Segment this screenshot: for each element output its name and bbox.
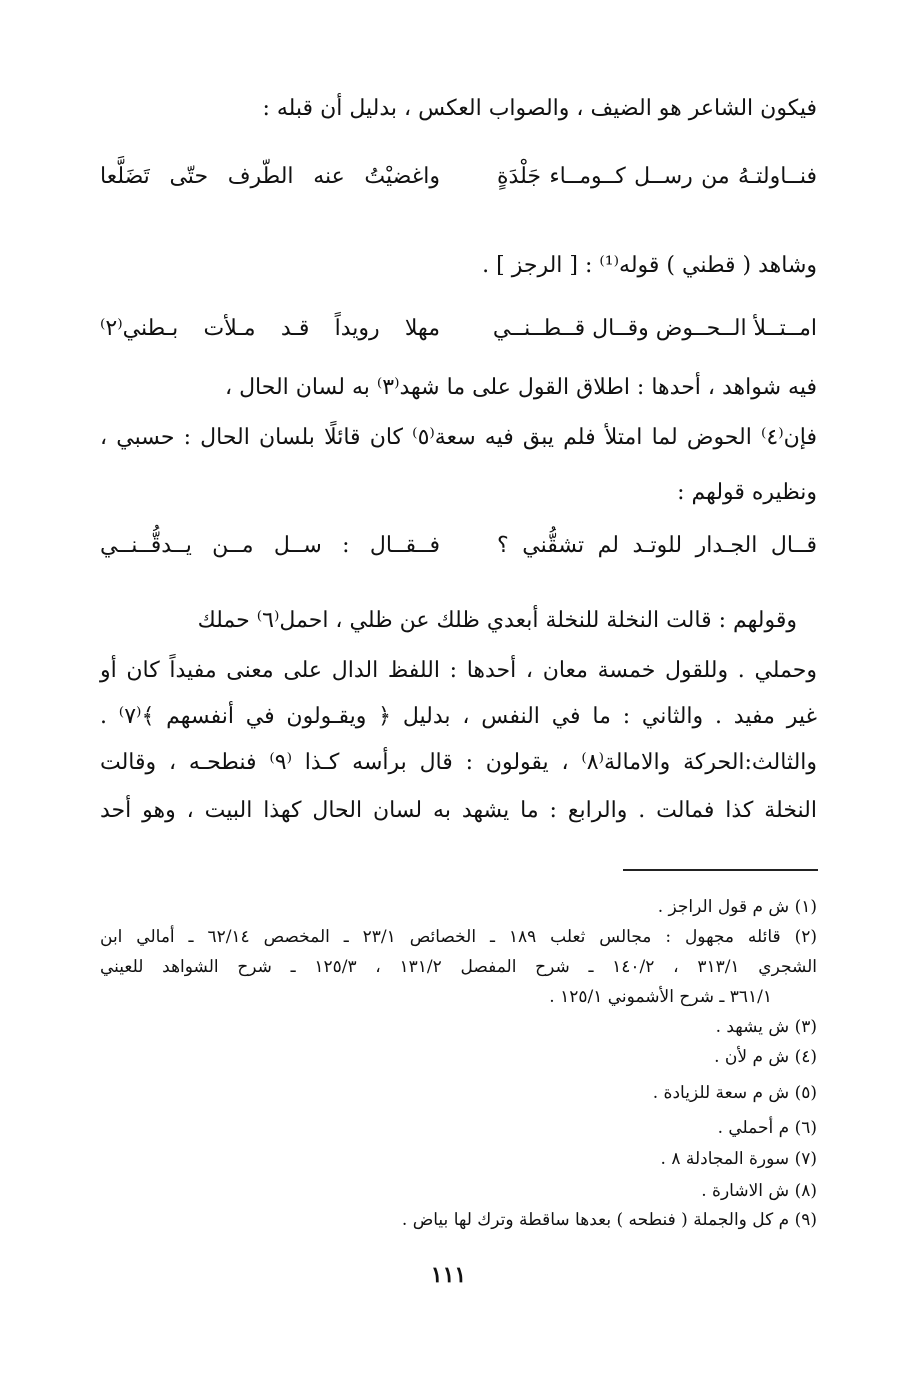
- footnote-8: (٨) ش الاشارة .: [701, 1181, 817, 1201]
- paragraph-1-line-2: فإن⁽٤⁾ الحوض لما امتلأ فلم يبق فيه سعة⁽٥⁾ كان قائلًا بلسان الحال : حسبي ،: [100, 425, 817, 450]
- shahid-line: وشاهد ( قطني ) قوله⁽¹⁾ : [ الرجز ] .: [482, 253, 817, 278]
- verse-3-first-hemistich: قــال الجـدار للوتـد لم تشقُّني ؟: [497, 533, 817, 558]
- verse-2-first-hemistich: امــتــلأ الــحــوض وقــال قــطــنــي: [492, 316, 817, 341]
- paragraph-2-line-5: النخلة كذا فمالت . والرابع : ما يشهد به لسان الحال كهذا البيت ، وهو أحد: [100, 798, 817, 823]
- footnote-1: (١) ش م قول الراجز .: [657, 897, 817, 917]
- paragraph-2-line-2: وحملي . وللقول خمسة معان ، أحدها : اللفظ الدال على معنى مفيداً كان أو: [100, 658, 817, 683]
- footnote-2-line-2: الشجري ٣١٣/١ ، ١٤٠/٢ ـ شرح المفصل ١٣١/٢ ، ١٢٥/٣ ـ شرح الشواهد للعيني: [100, 957, 818, 977]
- footnote-7: (٧) سورة المجادلة ٨ .: [660, 1149, 817, 1169]
- footnote-3: (٣) ش يشهد .: [715, 1017, 817, 1037]
- verse-1-second-hemistich: واغضيْتُ عنه الطّرف حتّى تَضَلَّعا: [100, 164, 440, 189]
- verse-3: [100, 533, 817, 569]
- paragraph-2-line-4: والثالث:الحركة والامالة⁽٨⁾ ، يقولون : قال برأسه كـذا ⁽٩⁾ فنطحـه ، وقالت: [100, 750, 818, 775]
- verse-3-second-hemistich: فــقــال : ســل مــن يــدقُّــنــي: [100, 533, 440, 558]
- paragraph-2-line-1: وقولهم : قالت النخلة للنخلة أبعدي ظلك عن ظلي ، احمل⁽٦⁾ حملك: [197, 608, 797, 633]
- paragraph-1-line-3: ونظيره قولهم :: [677, 480, 817, 505]
- page-number: ١١١: [430, 1262, 467, 1288]
- paragraph-1-line-1: فيه شواهد ، أحدها : اطلاق القول على ما شهد⁽٣⁾ به لسان الحال ،: [224, 375, 817, 400]
- verse-2: [100, 316, 817, 352]
- verse-1: [100, 164, 817, 200]
- intro-line: فيكون الشاعر هو الضيف ، والصواب العكس ، بدليل أن قبله :: [262, 96, 817, 121]
- footnote-5: (٥) ش م سعة للزيادة .: [652, 1083, 817, 1103]
- footnote-6: (٦) م أحملي .: [717, 1118, 817, 1138]
- footnote-9: (٩) م كل والجملة ( فنطحه ) بعدها ساقطة وترك لها بياض .: [401, 1210, 817, 1230]
- verse-1-first-hemistich: فنــاولتـهُ من رســل كــومــاء جَلْدَةٍ: [497, 164, 817, 189]
- footnote-4: (٤) ش م لأن .: [714, 1047, 817, 1067]
- verse-2-second-hemistich: مهلا رويداً قـد مـلأت بـطني⁽٢⁾: [100, 316, 440, 341]
- footnote-2-line-1: (٢) قائله مجهول : مجالس ثعلب ١٨٩ ـ الخصائص ٢٣/١ ـ المخصص ٦٢/١٤ ـ أمالي ابن: [100, 927, 817, 947]
- footnote-separator: [623, 869, 818, 871]
- paragraph-2-line-3: غير مفيد . والثاني : ما في النفس ، بدليل ﴿ ويقـولون في أنفسهم ﴾⁽٧⁾ .: [100, 704, 817, 729]
- footnote-2-line-3: ٣٦١/١ ـ شرح الأشموني ١٢٥/١ .: [549, 987, 772, 1007]
